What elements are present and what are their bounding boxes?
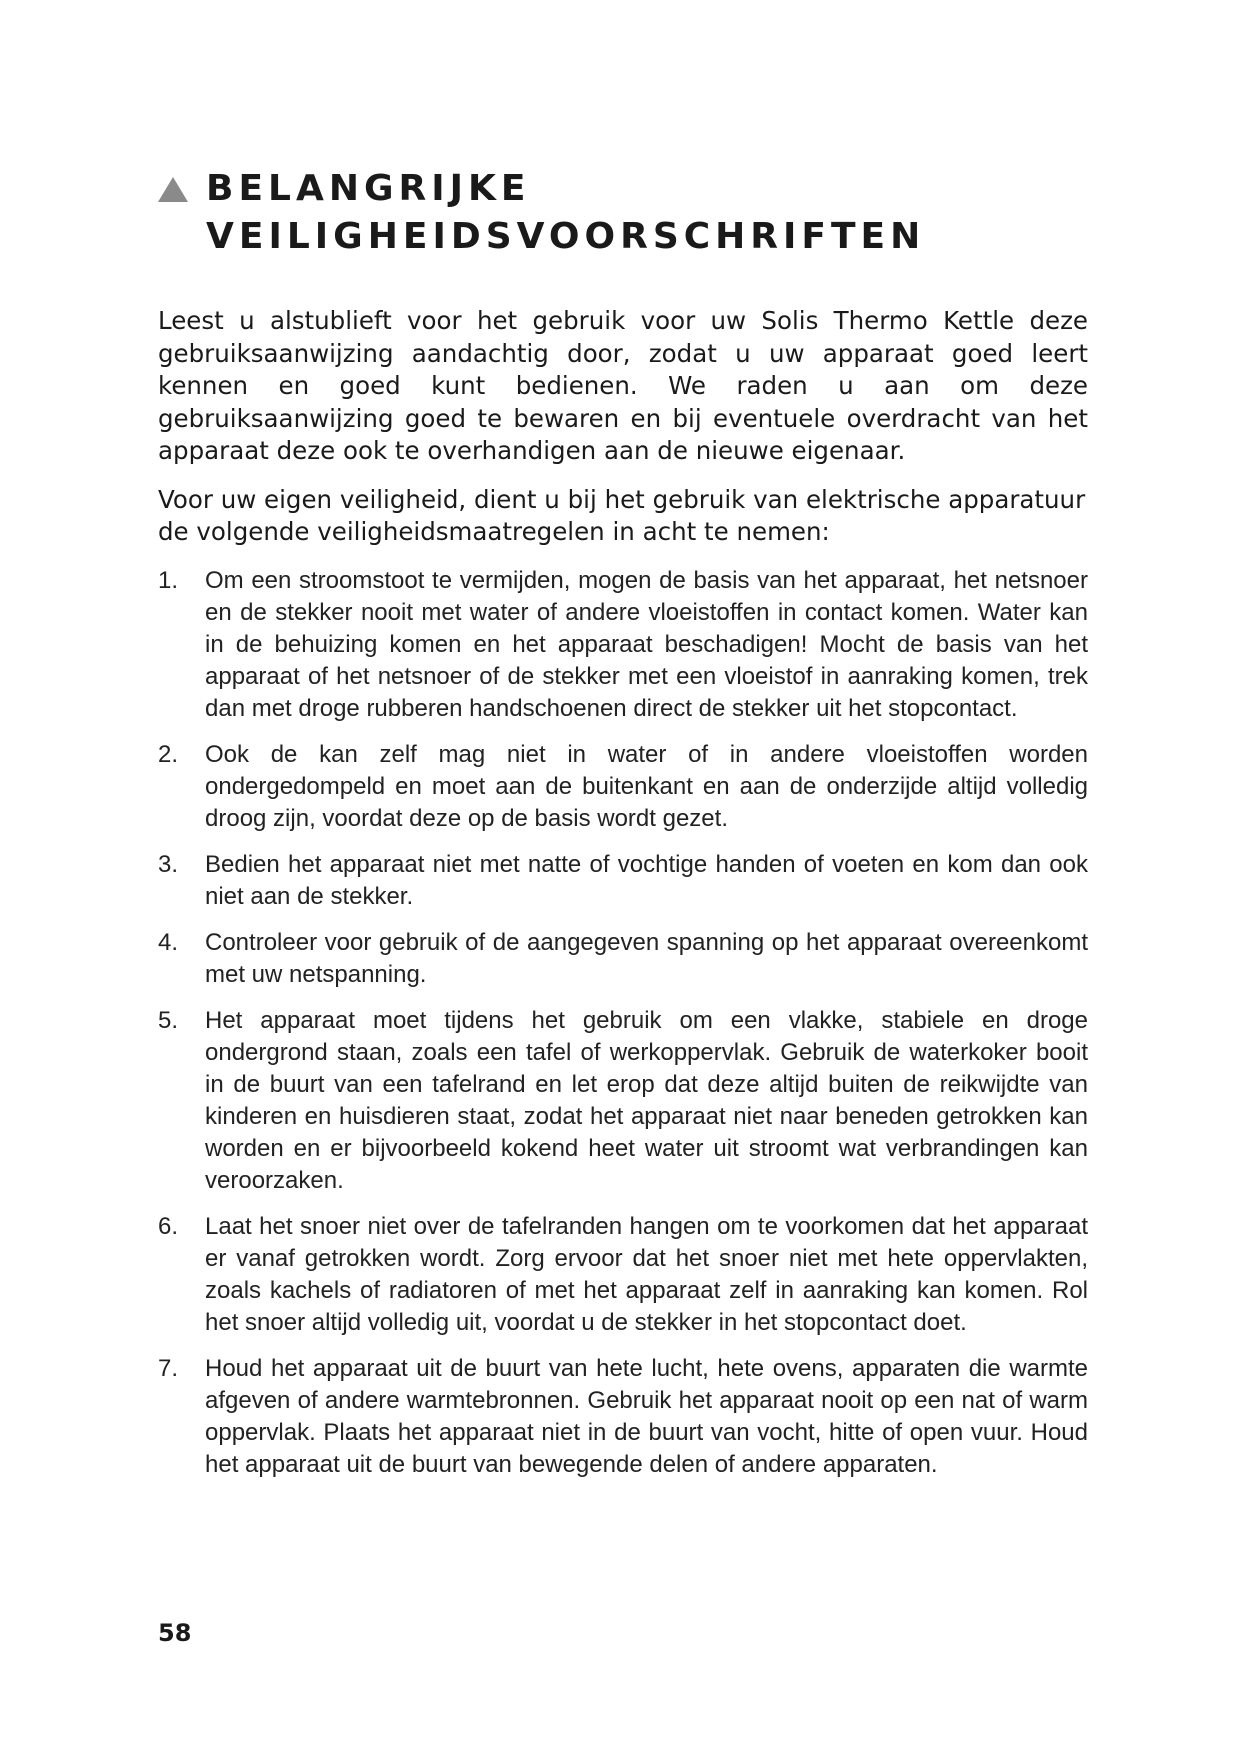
safety-rule [158, 565, 1088, 725]
safety-rule [158, 849, 1088, 913]
section-title-line-1: BELANGRIJKE [206, 168, 531, 209]
safety-rule [158, 739, 1088, 835]
safety-rule [158, 1353, 1088, 1481]
rule-number: 7. [158, 1354, 179, 1382]
manual-page [158, 165, 1088, 1495]
rule-text: Laat het snoer niet over de tafelranden hangen om te voorkomen dat het apparaat er vanaf getrokken wordt. Zorg ervoor dat het snoer niet met hete oppervlakten, zoals kachels of radiatoren of met het apparaat zelf in aanraking kan komen. Rol het snoer altijd volledig uit, voordat u de stekker in het stopcontact doet. [205, 1212, 1088, 1336]
intro-paragraph: Leest u alstublieft voor het gebruik voor uw Solis Thermo Kettle deze gebruiksaanwijzing aandachtig door, zodat u uw apparaat goed leert kennen en goed kunt bedienen. We raden u aan om deze gebruiksaanwijzing goed te bewaren en bij eventuele overdracht van het apparaat deze ook te overhandigen aan de nieuwe eigenaar. [158, 306, 1088, 465]
rule-number: 6. [158, 1212, 179, 1240]
rule-text: Het apparaat moet tijdens het gebruik om een vlakke, stabiele en droge ondergrond staan, zoals een tafel of werkoppervlak. Gebruik de waterkoker booit in de buurt van een tafelrand en let erop dat deze altijd buiten de reikwijdte van kinderen en huisdieren staat, zodat het apparaat niet naar beneden getrokken kan worden en er bijvoorbeeld kokend heet water uit stroomt wat verbrandingen kan veroorzaken. [205, 1006, 1088, 1194]
safety-rule [158, 1211, 1088, 1339]
page-number: 58 [158, 1619, 192, 1647]
safety-rule [158, 927, 1088, 991]
lead-paragraph: Voor uw eigen veiligheid, dient u bij het gebruik van elektrische apparatuur de volgende veiligheidsmaatregelen in acht te nemen: [158, 484, 1086, 546]
rule-number: 4. [158, 928, 179, 956]
rule-text: Houd het apparaat uit de buurt van hete lucht, hete ovens, apparaten die warmte afgeven of andere warmtebronnen. Gebruik het apparaat nooit op een nat of warm oppervlak. Plaats het apparaat niet in de buurt van vocht, hitte of open vuur. Houd het apparaat uit de buurt van bewegende delen of andere apparaten. [205, 1354, 1088, 1478]
warning-triangle-icon [158, 177, 188, 202]
rule-text: Controleer voor gebruik of de aangegeven spanning op het apparaat overeenkomt met uw netspanning. [205, 928, 1088, 988]
safety-rules-list [158, 565, 1088, 1481]
section-heading [158, 165, 1088, 261]
section-title-line-2: VEILIGHEIDSVOORSCHRIFTEN [206, 216, 926, 257]
rule-text: Ook de kan zelf mag niet in water of in andere vloeistoffen worden ondergedompeld en moet aan de buitenkant en aan de onderzijde altijd volledig droog zijn, voordat deze op de basis wordt gezet. [205, 740, 1088, 832]
rule-text: Om een stroomstoot te vermijden, mogen de basis van het apparaat, het netsnoer en de stekker nooit met water of andere vloeistoffen in contact komen. Water kan in de behuizing komen en het apparaat beschadigen! Mocht de basis van het apparaat of het netsnoer of de stekker met een vloeistof in aanraking komen, trek dan met droge rubberen handschoenen direct de stekker uit het stopcontact. [205, 566, 1088, 722]
rule-number: 1. [158, 566, 179, 594]
section-title [206, 165, 1088, 261]
rule-text: Bedien het apparaat niet met natte of vochtige handen of voeten en kom dan ook niet aan de stekker. [205, 850, 1088, 910]
rule-number: 2. [158, 740, 179, 768]
rule-number: 5. [158, 1006, 179, 1034]
rule-number: 3. [158, 850, 179, 878]
safety-rule [158, 1005, 1088, 1197]
